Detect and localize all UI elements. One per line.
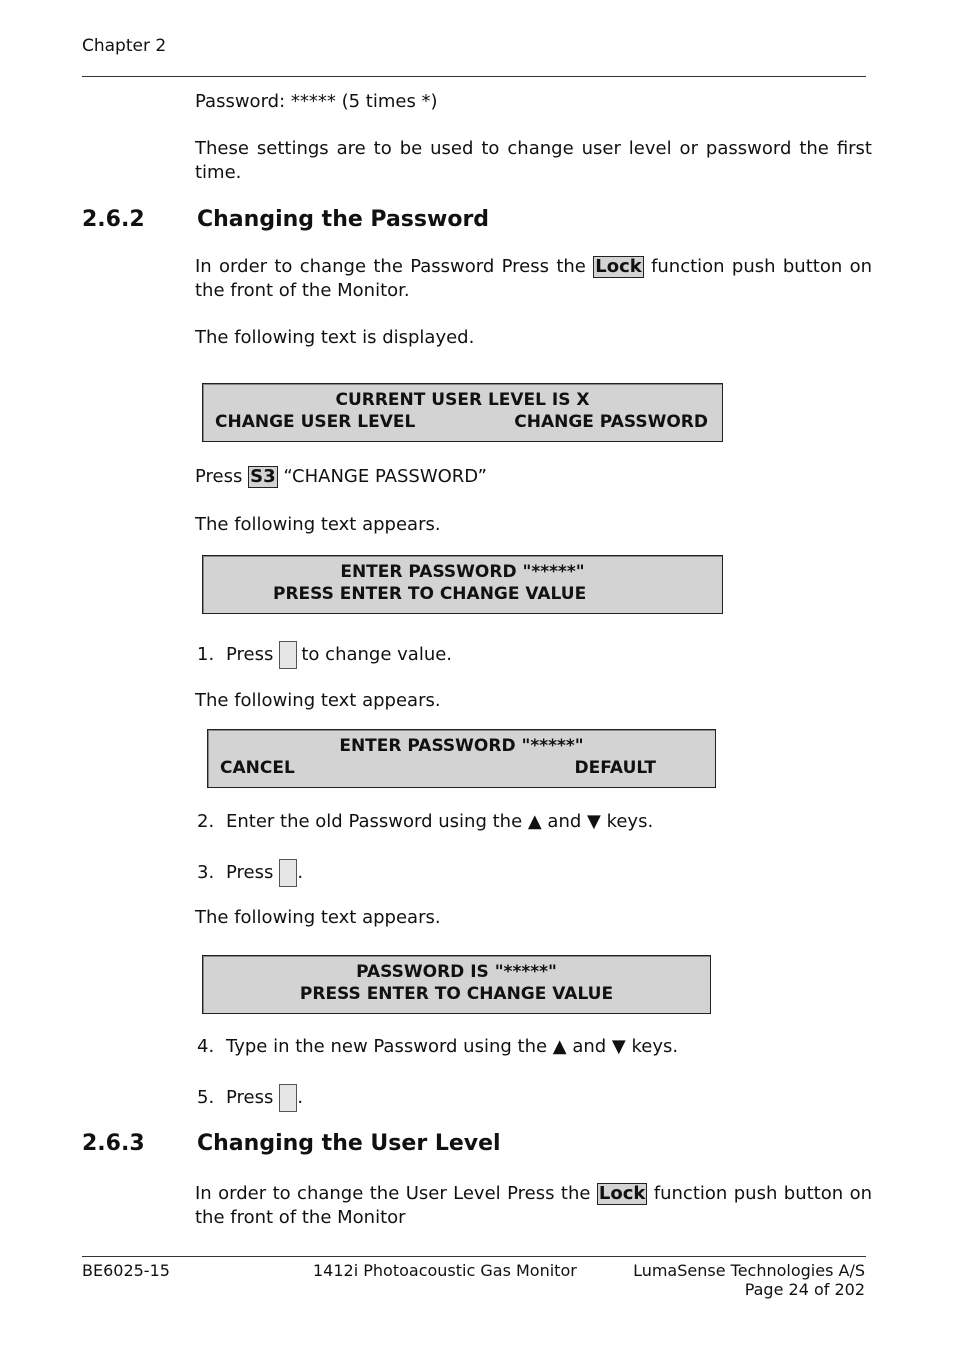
step-number: 3. — [197, 862, 215, 883]
step-5 — [197, 1084, 303, 1112]
press-s3-text: “CHANGE PASSWORD” — [283, 466, 487, 487]
footer-doc-id: BE6025-15 — [82, 1261, 170, 1280]
section-title-262: Changing the Password — [197, 207, 490, 232]
following-appears: The following text appears. — [195, 514, 441, 535]
lcd-option-right: CHANGE PASSWORD — [514, 412, 708, 432]
step-text: . — [297, 1087, 304, 1108]
lcd-option-left: CANCEL — [220, 758, 295, 778]
step-1 — [197, 641, 452, 669]
enter-key-icon — [279, 859, 297, 887]
footer-rule — [82, 1256, 866, 1257]
lcd-line: CURRENT USER LEVEL IS X — [335, 390, 590, 410]
lcd-line: PRESS ENTER TO CHANGE VALUE — [299, 984, 614, 1004]
lcd-option-right: DEFAULT — [574, 758, 656, 778]
step-4 — [197, 1035, 678, 1059]
step-text: Press — [226, 862, 274, 883]
step-number: 5. — [197, 1087, 215, 1108]
lcd-line: ENTER PASSWORD "*****" — [340, 562, 585, 582]
lcd-display-enter-password — [202, 555, 723, 614]
following-appears: The following text appears. — [195, 690, 441, 711]
enter-key-icon — [279, 1084, 297, 1112]
step-text: Press — [226, 644, 274, 665]
step-text: Press — [226, 1087, 274, 1108]
settings-note: These settings are to be used to change user level or password the first time. — [195, 138, 872, 183]
footer-product: 1412i Photoacoustic Gas Monitor — [313, 1261, 577, 1280]
para-text: In order to change the User Level Press the — [195, 1183, 591, 1204]
step-2 — [197, 810, 653, 834]
section-263-paragraph — [195, 1182, 872, 1230]
section-title-263: Changing the User Level — [197, 1131, 501, 1156]
step-text: Type in the new Password using the ▲ and ▼ keys. — [226, 1036, 679, 1057]
password-line: Password: ***** (5 times *) — [195, 91, 438, 112]
step-text: to change value. — [301, 644, 453, 665]
following-appears: The following text appears. — [195, 907, 441, 928]
lcd-line: ENTER PASSWORD "*****" — [339, 736, 584, 756]
lcd-line: PASSWORD IS "*****" — [356, 962, 557, 982]
step-number: 4. — [197, 1036, 215, 1057]
para-text: In order to change the Password Press the — [195, 256, 586, 277]
lcd-line-text: PRESS ENTER TO CHANGE VALUE — [273, 584, 587, 604]
press-s3-line — [195, 465, 872, 489]
enter-key-icon — [279, 641, 297, 669]
lock-key: Lock — [598, 1183, 646, 1204]
section-number-263: 2.6.3 — [82, 1131, 145, 1156]
lcd-line — [203, 411, 722, 433]
lcd-line — [208, 757, 715, 779]
lcd-display-password-entry — [207, 729, 716, 788]
lcd-line — [203, 583, 722, 605]
chapter-header: Chapter 2 — [82, 36, 167, 56]
step-text: Enter the old Password using the ▲ and ▼ keys. — [226, 811, 654, 832]
lcd-option-left: CHANGE USER LEVEL — [215, 412, 416, 432]
header-rule — [82, 76, 866, 77]
section-262-paragraph — [195, 255, 872, 303]
press-label: Press — [195, 466, 243, 487]
footer-company: LumaSense Technologies A/S — [633, 1261, 865, 1280]
step-3 — [197, 859, 303, 887]
step-number: 2. — [197, 811, 215, 832]
lcd-display-user-level — [202, 383, 723, 442]
following-displayed: The following text is displayed. — [195, 327, 475, 348]
step-text: . — [297, 862, 304, 883]
step-number: 1. — [197, 644, 215, 665]
section-number-262: 2.6.2 — [82, 207, 145, 232]
footer-page-number: Page 24 of 202 — [744, 1280, 865, 1299]
s3-key: S3 — [250, 466, 276, 487]
para-text: function push button on the front of the Monitor. — [195, 256, 873, 301]
lock-key: Lock — [595, 256, 642, 277]
lcd-display-password-is — [202, 955, 711, 1014]
para-text: function push button on the front of the Monitor — [195, 1183, 872, 1228]
